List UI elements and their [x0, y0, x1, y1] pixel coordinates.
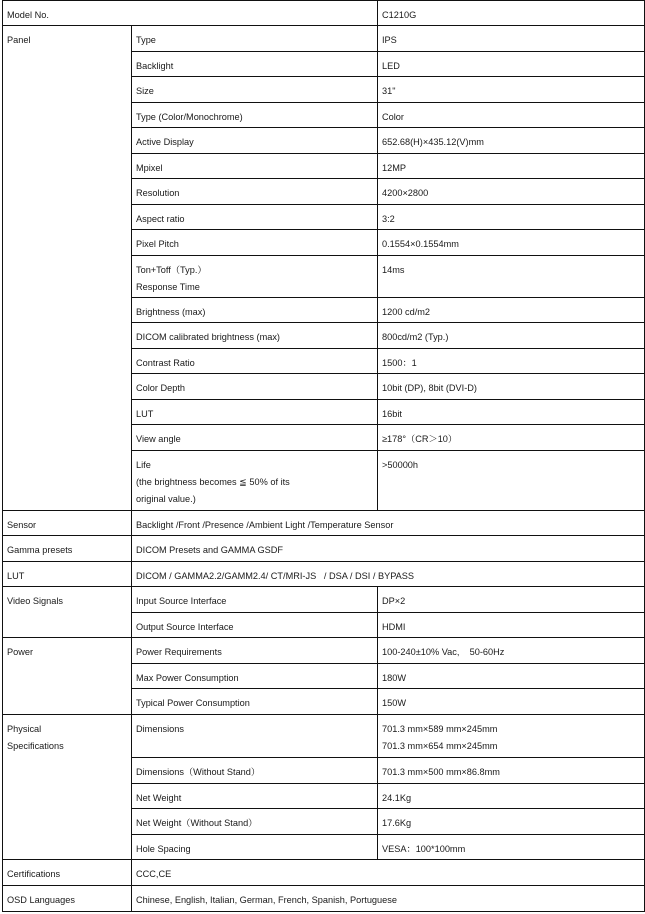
value-cell: 10bit (DP), 8bit (DVI-D) [378, 374, 645, 400]
group-cell: Model No. [3, 1, 378, 26]
value-cell: C1210G [378, 1, 645, 26]
value-cell: DICOM / GAMMA2.2/GAMM2.4/ CT/MRI-JS / DSA / DSI / BYPASS [132, 562, 645, 587]
group-cell: Sensor [3, 511, 132, 536]
label-cell: Backlight [132, 52, 378, 77]
table-row [3, 587, 645, 613]
value-cell: ≥178°（CR＞10） [378, 425, 645, 451]
value-cell: DP×2 [378, 587, 645, 613]
label-cell: Max Power Consumption [132, 664, 378, 689]
value-cell: LED [378, 52, 645, 77]
spec-table [2, 0, 645, 912]
value-cell: Color [378, 103, 645, 128]
table-row [3, 715, 645, 758]
table-row [3, 536, 645, 562]
value-cell: Chinese, English, Italian, German, French, Spanish, Portuguese [132, 886, 645, 912]
table-row [3, 1, 645, 26]
value-cell: Backlight /Front /Presence /Ambient Light /Temperature Sensor [132, 511, 645, 536]
label-cell: View angle [132, 425, 378, 451]
group-cell: Video Signals [3, 587, 132, 638]
value-cell: 652.68(H)×435.12(V)mm [378, 128, 645, 154]
table-row [3, 26, 645, 52]
label-cell: Ton+Toff（Typ.） Response Time [132, 256, 378, 298]
group-cell: Physical Specifications [3, 715, 132, 860]
label-cell: Brightness (max) [132, 298, 378, 323]
label-cell: Dimensions（Without Stand） [132, 758, 378, 784]
value-cell: CCC,CE [132, 860, 645, 886]
label-cell: Resolution [132, 179, 378, 205]
label-cell: Type [132, 26, 378, 52]
label-cell: Input Source Interface [132, 587, 378, 613]
value-cell: 701.3 mm×500 mm×86.8mm [378, 758, 645, 784]
label-cell: Mpixel [132, 154, 378, 179]
label-cell: Dimensions [132, 715, 378, 758]
value-cell: IPS [378, 26, 645, 52]
value-cell: 150W [378, 689, 645, 715]
value-cell: 31" [378, 77, 645, 103]
table-row [3, 860, 645, 886]
group-cell: Certifications [3, 860, 132, 886]
table-row [3, 886, 645, 912]
group-cell: Panel [3, 26, 132, 511]
label-cell: Output Source Interface [132, 613, 378, 638]
label-cell: Pixel Pitch [132, 230, 378, 256]
label-cell: Net Weight（Without Stand） [132, 809, 378, 835]
label-cell: LUT [132, 400, 378, 425]
value-cell: VESA：100*100mm [378, 835, 645, 860]
value-cell: 180W [378, 664, 645, 689]
group-cell: LUT [3, 562, 132, 587]
label-cell: Life (the brightness becomes ≦ 50% of its original value.) [132, 451, 378, 511]
value-cell: 1500：1 [378, 349, 645, 374]
label-cell: Net Weight [132, 784, 378, 809]
label-cell: Size [132, 77, 378, 103]
label-cell: Typical Power Consumption [132, 689, 378, 715]
label-cell: Color Depth [132, 374, 378, 400]
value-cell: 17.6Kg [378, 809, 645, 835]
value-cell: 3:2 [378, 205, 645, 230]
value-cell: 12MP [378, 154, 645, 179]
value-cell: DICOM Presets and GAMMA GSDF [132, 536, 645, 562]
value-cell: 701.3 mm×589 mm×245mm 701.3 mm×654 mm×245mm [378, 715, 645, 758]
label-cell: Type (Color/Monochrome) [132, 103, 378, 128]
value-cell: 16bit [378, 400, 645, 425]
label-cell: Power Requirements [132, 638, 378, 664]
label-cell: DICOM calibrated brightness (max) [132, 323, 378, 349]
value-cell: 800cd/m2 (Typ.) [378, 323, 645, 349]
value-cell: >50000h [378, 451, 645, 511]
label-cell: Hole Spacing [132, 835, 378, 860]
value-cell: 24.1Kg [378, 784, 645, 809]
value-cell: 4200×2800 [378, 179, 645, 205]
label-cell: Aspect ratio [132, 205, 378, 230]
group-cell: Power [3, 638, 132, 715]
group-cell: Gamma presets [3, 536, 132, 562]
label-cell: Active Display [132, 128, 378, 154]
value-cell: 14ms [378, 256, 645, 298]
table-row [3, 638, 645, 664]
value-cell: 100-240±10% Vac, 50-60Hz [378, 638, 645, 664]
value-cell: 0.1554×0.1554mm [378, 230, 645, 256]
value-cell: HDMI [378, 613, 645, 638]
group-cell: OSD Languages [3, 886, 132, 912]
table-row [3, 511, 645, 536]
label-cell: Contrast Ratio [132, 349, 378, 374]
table-row [3, 562, 645, 587]
value-cell: 1200 cd/m2 [378, 298, 645, 323]
